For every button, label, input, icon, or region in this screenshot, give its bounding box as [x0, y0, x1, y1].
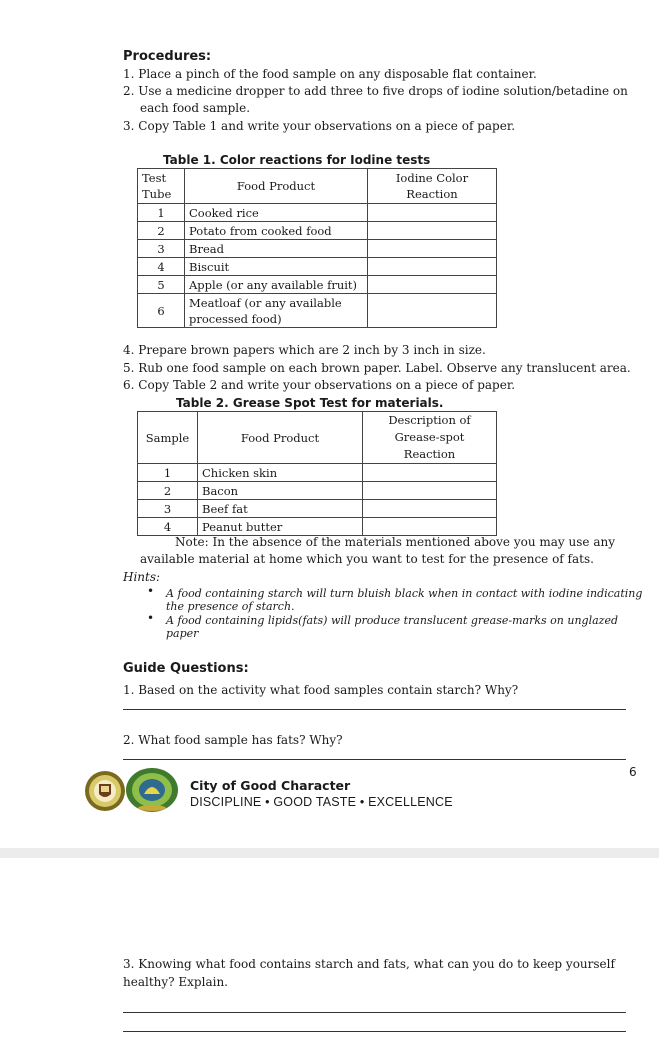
procedure-step-4: 4. Prepare brown papers which are 2 inch by 3 inch in size.: [123, 343, 486, 357]
procedure-step-5: 5. Rub one food sample on each brown paper. Label. Observe any translucent area.: [123, 361, 631, 375]
row-reaction-blank: [368, 240, 497, 258]
row-reaction-blank: [363, 518, 497, 536]
header-food-product: Food Product: [185, 169, 368, 204]
table-row: [138, 294, 497, 328]
table-header-row: [138, 412, 497, 464]
grease-spot-table: [137, 411, 497, 536]
hints-label: Hints:: [123, 570, 161, 584]
page-number: 6: [629, 765, 637, 779]
bullet-icon: •: [147, 584, 155, 598]
table-header-row: [138, 169, 497, 204]
row-food: Beef fat: [198, 500, 363, 518]
page-separator: [0, 848, 659, 858]
row-food: Bacon: [198, 482, 363, 500]
row-food: Apple (or any available fruit): [185, 276, 368, 294]
guide-question-2: 2. What food sample has fats? Why?: [123, 733, 343, 747]
answer-line: [123, 709, 626, 710]
row-food-line-2: processed food): [189, 311, 282, 326]
header-test-tube: [138, 169, 185, 204]
guide-questions-heading: Guide Questions:: [123, 661, 249, 676]
header-tube: Tube: [142, 187, 172, 201]
guide-question-3: 3. Knowing what food contains starch and fats, what can you do to keep yourself: [123, 957, 615, 971]
row-number: 4: [138, 518, 198, 536]
row-reaction-blank: [368, 276, 497, 294]
procedure-step-6: 6. Copy Table 2 and write your observations on a piece of paper.: [123, 378, 516, 392]
row-number: 1: [138, 204, 185, 222]
table1-caption: Table 1. Color reactions for Iodine tests: [163, 153, 431, 167]
table2-caption: Table 2. Grease Spot Test for materials.: [176, 396, 444, 410]
row-reaction-blank: [363, 500, 497, 518]
row-number: 3: [138, 500, 198, 518]
row-food-line-1: Meatloaf (or any available: [189, 295, 342, 310]
row-reaction-blank: [368, 204, 497, 222]
procedure-step-2-cont: each food sample.: [140, 101, 251, 115]
table-row: [138, 258, 497, 276]
hint-2: A food containing lipids(fats) will produce translucent grease-marks on unglazed: [166, 614, 618, 627]
procedure-step-1: 1. Place a pinch of the food sample on any disposable flat container.: [123, 67, 537, 81]
hint-1: A food containing starch will turn bluish black when in contact with iodine indicating: [166, 587, 643, 600]
header-test: Test: [142, 171, 167, 185]
row-food: Potato from cooked food: [185, 222, 368, 240]
answer-line: [123, 1031, 626, 1032]
row-food: Chicken skin: [198, 464, 363, 482]
row-food: Peanut butter: [198, 518, 363, 536]
row-reaction-blank: [363, 482, 497, 500]
row-reaction-blank: [363, 464, 497, 482]
row-number: 2: [138, 222, 185, 240]
city-motto: DISCIPLINE • GOOD TASTE • EXCELLENCE: [190, 795, 453, 809]
note-line-1: Note: In the absence of the materials mentioned above you may use any: [175, 535, 615, 549]
hint-1-cont: the presence of starch.: [166, 600, 295, 613]
table-row: [138, 464, 497, 482]
city-seal-logo: [124, 766, 180, 814]
row-food: [185, 294, 368, 328]
header-description-of: Description of: [388, 413, 471, 427]
table-row: [138, 518, 497, 536]
table-row: [138, 222, 497, 240]
guide-question-1: 1. Based on the activity what food samples contain starch? Why?: [123, 683, 519, 697]
table-row: [138, 482, 497, 500]
procedure-step-2: 2. Use a medicine dropper to add three to five drops of iodine solution/betadine on: [123, 84, 628, 98]
guide-question-3-cont: healthy? Explain.: [123, 975, 228, 989]
row-food: Biscuit: [185, 258, 368, 276]
procedure-step-3: 3. Copy Table 1 and write your observations on a piece of paper.: [123, 119, 516, 133]
header-grease-spot: Grease-spot: [394, 430, 465, 444]
hint-2-cont: paper: [166, 627, 199, 640]
table-row: [138, 204, 497, 222]
header-reaction: Reaction: [403, 447, 456, 461]
row-food: Bread: [185, 240, 368, 258]
row-number: 6: [138, 294, 185, 328]
header-food-product: Food Product: [198, 412, 363, 464]
table-row: [138, 276, 497, 294]
header-reaction: Reaction: [406, 187, 458, 201]
table-row: [138, 500, 497, 518]
row-number: 4: [138, 258, 185, 276]
row-number: 5: [138, 276, 185, 294]
row-reaction-blank: [368, 258, 497, 276]
note-line-2: available material at home which you want to test for the presence of fats.: [140, 552, 594, 566]
city-name: City of Good Character: [190, 778, 351, 793]
header-iodine-color: Iodine Color: [395, 171, 469, 185]
header-sample: Sample: [138, 412, 198, 464]
header-iodine-reaction: [368, 169, 497, 204]
row-reaction-blank: [368, 294, 497, 328]
answer-line: [123, 1012, 626, 1013]
row-reaction-blank: [368, 222, 497, 240]
row-number: 1: [138, 464, 198, 482]
bullet-icon: •: [147, 611, 155, 625]
row-number: 2: [138, 482, 198, 500]
table-row: [138, 240, 497, 258]
row-food: Cooked rice: [185, 204, 368, 222]
row-number: 3: [138, 240, 185, 258]
answer-line: [123, 759, 626, 760]
procedures-heading: Procedures:: [123, 49, 212, 64]
school-seal-logo: [84, 770, 126, 812]
iodine-test-table: [137, 168, 497, 328]
header-grease-description: [363, 412, 497, 464]
